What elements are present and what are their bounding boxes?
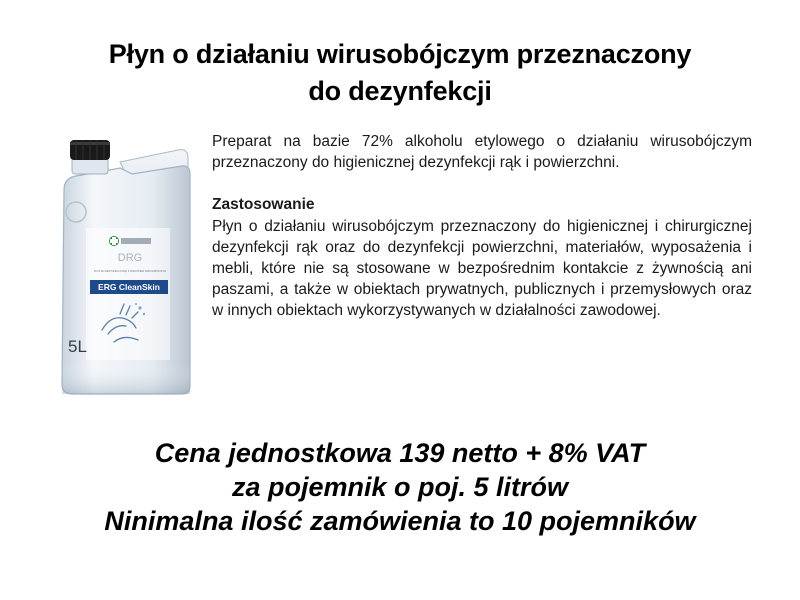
description-intro: Preparat na bazie 72% alkoholu etylowego o działaniu wirusobójczym przeznaczony do higienicznej dezynfekcji rąk i powierzchni. — [212, 133, 752, 172]
usage-text: Płyn o działaniu wirusobójczym przeznaczony do higienicznej i chirurgicznej dezynfekcji rąk oraz do dezynfekcji powierzchni, materiałów, wyposażenia i mebli, które nie są stosowane w bezpośrednim kontakcie z żywnością ani paszami, a także w obiektach prywatnych, publicznych i przemysłowych oraz w innych obiektach wykorzystywanych w działalności zawodowej. — [212, 217, 752, 320]
brand-band-text: ERG CleanSkin — [98, 282, 160, 292]
page-title — [40, 36, 760, 110]
pricing-block — [20, 436, 780, 538]
price-line-2: za pojemnik o poj. 5 litrów — [231, 472, 569, 502]
price-line-1: Cena jednostkowa 139 netto + 8% VAT — [154, 438, 646, 468]
volume-text: 5L — [68, 337, 87, 356]
title-line-1: Płyn o działaniu wirusobójczym przeznaczony — [108, 39, 692, 69]
product-description — [212, 131, 752, 322]
product-image — [50, 128, 210, 400]
label-small-text: PŁYN DO DEZYNFEKCJI RĄK Z DODATKIEM WIRUSOBÓJCZYM — [94, 269, 185, 273]
canister-5l-icon — [50, 128, 210, 400]
title-line-2: do dezynfekcji — [308, 76, 492, 106]
price-line-3: Ninimalna ilość zamówienia to 10 pojemników — [104, 506, 696, 536]
brand-small-text: DRG — [117, 252, 143, 264]
usage-heading: Zastosowanie — [212, 196, 315, 214]
